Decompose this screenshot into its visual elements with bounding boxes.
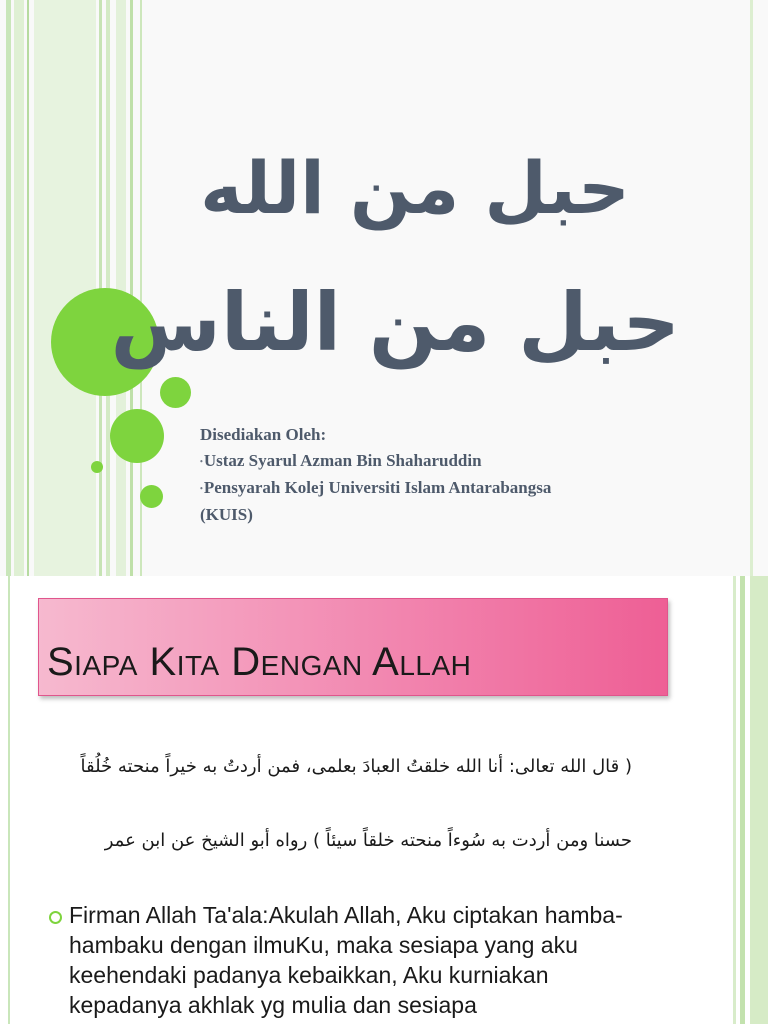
- decorative-stripe: [740, 576, 745, 1024]
- presenter-item: [200, 475, 650, 502]
- bullet-glyph: •: [200, 457, 203, 467]
- decorative-circle-small: [140, 485, 163, 508]
- decorative-stripe: [750, 0, 753, 576]
- arabic-title-line2: حبل من الناس: [110, 276, 680, 369]
- presenter-item: [200, 502, 650, 528]
- presenter-name: Ustaz Syarul Azman Bin Shaharuddin: [203, 451, 482, 470]
- presenter-affiliation: Pensyarah Kolej Universiti Islam Antarabangsa: [203, 478, 552, 498]
- slide-title-box: [38, 598, 668, 696]
- hadith-line-1: ( قال الله تعالى: أنا الله خلقتُ العبادَ بعلمى، فمن أردتُ به خيراً منحته خُلُقاً: [80, 756, 632, 777]
- decorative-circle-medium: [110, 409, 164, 463]
- decorative-stripe: [8, 576, 10, 1024]
- decorative-stripe: [27, 0, 29, 576]
- decorative-circle-tiny: [91, 461, 103, 473]
- decorative-stripe: [6, 0, 11, 576]
- decorative-circle-small: [160, 377, 191, 408]
- arabic-title-line1: حبل من الله: [200, 146, 630, 230]
- decorative-stripe: [750, 576, 768, 1024]
- hadith-line-2: حسنا ومن أردت به سُوءاً منحته خلقاً سيئاً ) رواه أبو الشيخ عن ابن عمر: [104, 830, 632, 851]
- decorative-stripe: [34, 0, 96, 576]
- slide-title: Siapa Kita Dengan Allah: [47, 640, 472, 684]
- presenter-label: Disediakan Oleh:: [200, 425, 327, 444]
- presenter-item: [200, 448, 650, 475]
- presenter-affiliation-abbr: (KUIS): [200, 505, 253, 525]
- content-slide: [0, 576, 768, 1024]
- decorative-stripe: [14, 0, 24, 576]
- bullet-text: Firman Allah Ta'ala:Akulah Allah, Aku ciptakan hamba-hambaku dengan ilmuKu, maka sesiapa yang aku keehendaki padanya kebaikkan, Aku kurniakan kepadanya akhlak yg mulia dan sesiapa: [69, 902, 623, 1018]
- presenter-block: [200, 422, 650, 528]
- bullet-glyph: •: [200, 484, 203, 494]
- decorative-stripe: [733, 576, 736, 1024]
- bullet-icon: [49, 911, 62, 924]
